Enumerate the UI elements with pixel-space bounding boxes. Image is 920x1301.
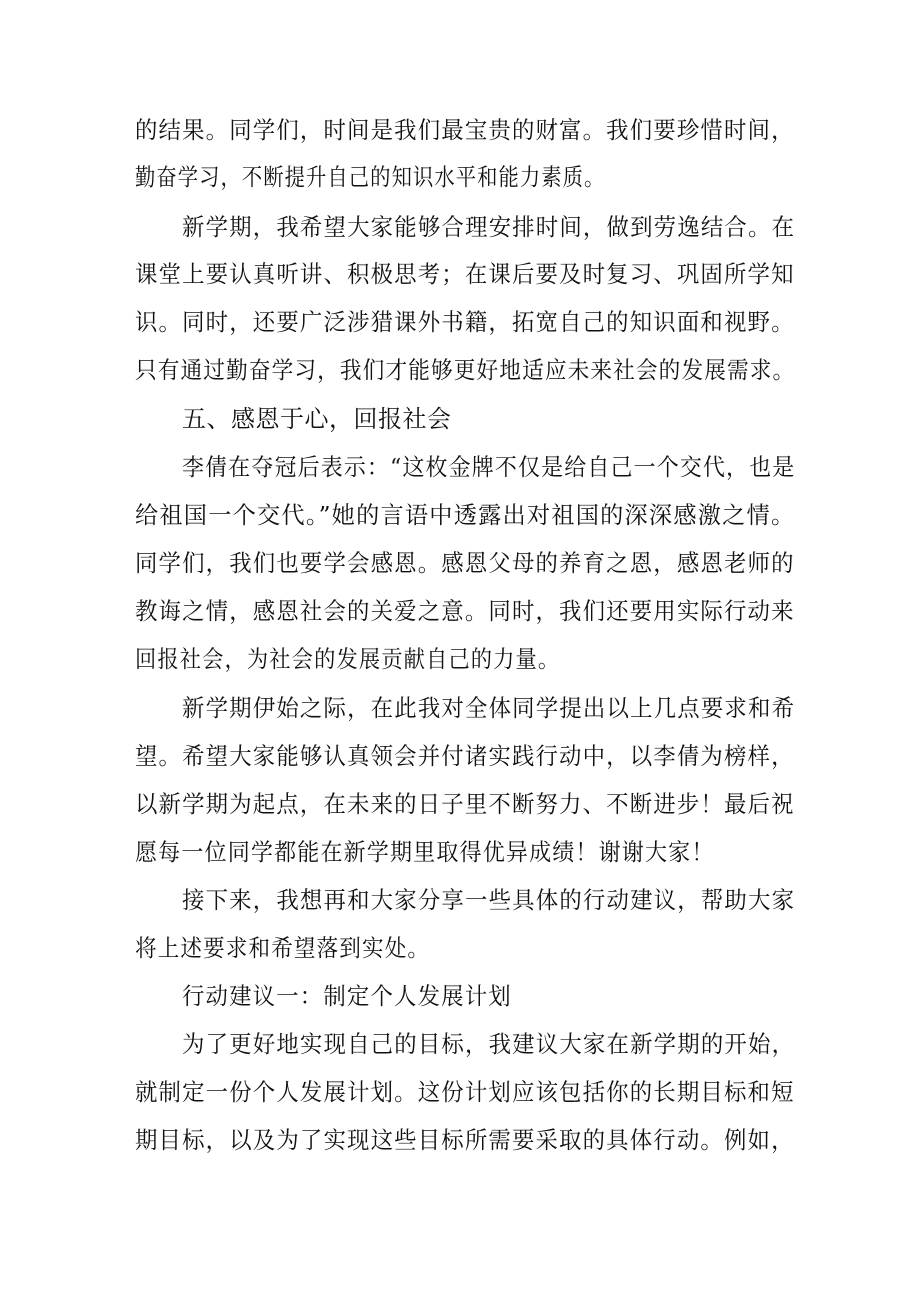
- text-line: 识。同时，还要广泛涉猎课外书籍，拓宽自己的知识面和视野。: [135, 308, 795, 336]
- section-heading: 五、感恩于心，回报社会: [182, 405, 452, 433]
- text-line: 行动建议一：制定个人发展计划: [182, 982, 512, 1010]
- text-line: 教诲之情，感恩社会的关爱之意。同时，我们还要用实际行动来: [135, 597, 795, 625]
- text-line: 给祖国一个交代。”她的言语中透露出对祖国的深深感激之情。: [135, 501, 796, 529]
- text-line: 勤奋学习，不断提升自己的知识水平和能力素质。: [135, 163, 606, 191]
- text-line: 愿每一位同学都能在新学期里取得优异成绩！谢谢大家！: [135, 838, 715, 866]
- text-line: 以新学期为起点，在未来的日子里不断努力、不断进步！最后祝: [135, 790, 795, 818]
- text-line: 只有通过勤奋学习，我们才能够更好地适应未来社会的发展需求。: [135, 356, 796, 384]
- text-line: 期目标，以及为了实现这些目标所需要采取的具体行动。例如，: [135, 1126, 795, 1154]
- text-line: 将上述要求和希望落到实处。: [135, 934, 431, 962]
- text-line: 接下来，我想再和大家分享一些具体的行动建议，帮助大家: [182, 886, 796, 914]
- text-line: 望。希望大家能够认真领会并付诸实践行动中，以李倩为榜样，: [135, 742, 795, 770]
- text-line: 就制定一份个人发展计划。这份计划应该包括你的长期目标和短: [135, 1078, 795, 1106]
- text-line: 新学期，我希望大家能够合理安排时间，做到劳逸结合。在: [182, 213, 796, 241]
- text-line: 为了更好地实现自己的目标，我建议大家在新学期的开始，: [182, 1030, 796, 1058]
- text-line: 的结果。同学们，时间是我们最宝贵的财富。我们要珍惜时间，: [135, 116, 795, 144]
- text-line: 新学期伊始之际，在此我对全体同学提出以上几点要求和希: [182, 694, 796, 722]
- text-line: 回报社会，为社会的发展贡献自己的力量。: [135, 645, 561, 673]
- text-line: 课堂上要认真听讲、积极思考；在课后要及时复习、巩固所学知: [135, 260, 795, 288]
- text-line: 同学们，我们也要学会感恩。感恩父母的养育之恩，感恩老师的: [135, 549, 795, 577]
- text-line: 李倩在夺冠后表示：“这枚金牌不仅是给自己一个交代，也是: [182, 453, 796, 481]
